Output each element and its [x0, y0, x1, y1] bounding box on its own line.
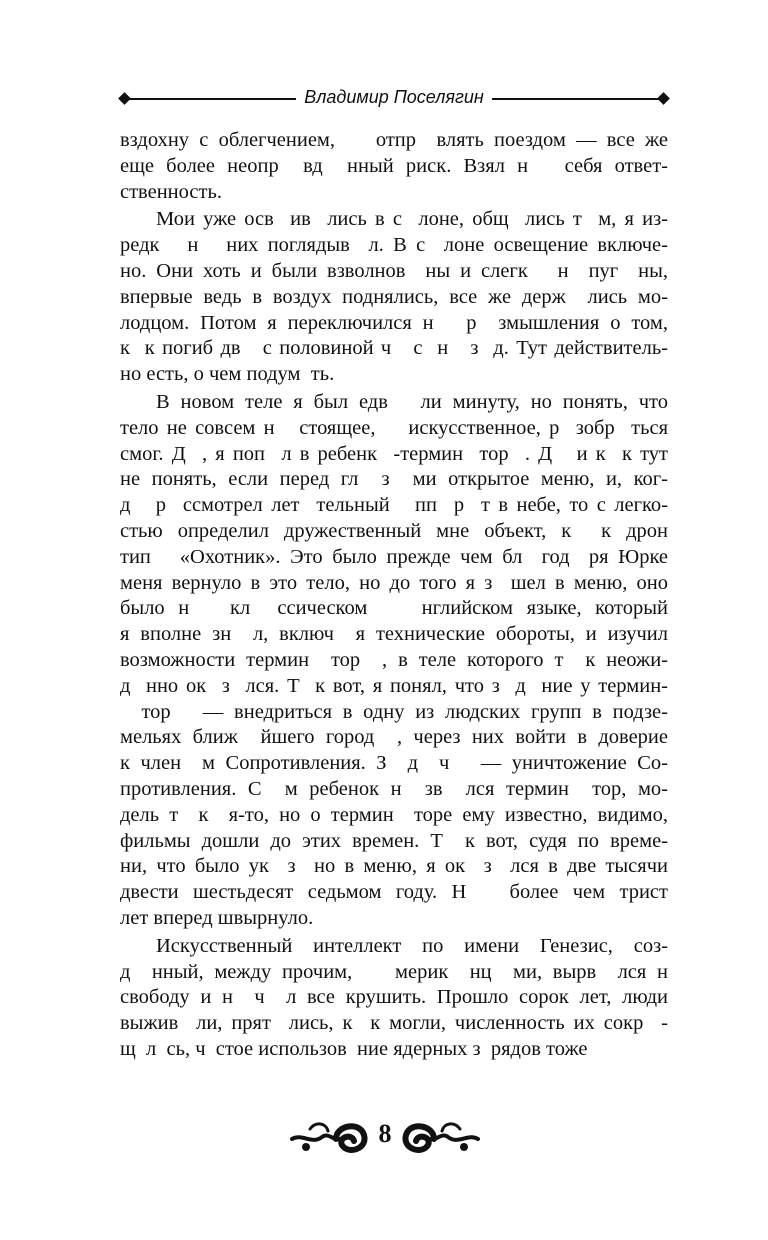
text-line: к член м Сопротивления. З д ч — уничтожение Со- [120, 752, 668, 775]
text-line: двести шестьдесят седьмом году. Н более чем трист [120, 881, 668, 904]
text-line: к к погиб дв с половиной ч с н з д. Тут действитель- [120, 337, 668, 360]
running-header [118, 84, 670, 114]
text-line: тип «Охотник». Это было прежде чем бл год ря Юрке [120, 545, 668, 568]
text-line: меня вернуло в это тело, но до того я з шел в меню, оно [120, 571, 668, 594]
text-line: тело не совсем н стоящее, искусственное, р зобр ться [120, 416, 668, 439]
text-line: лодцом. Потом я переключился н р змышления о том, [120, 311, 668, 334]
text-line: В новом теле я был едв ли минуту, но понять, что [156, 390, 668, 413]
text-line: дель т к я-то, но о термин торе ему известно, видимо, [120, 803, 668, 826]
paragraph [120, 128, 668, 205]
text-line: выжив ли, прят лись, к к могли, численность их сокр - [120, 1012, 668, 1035]
text-line: свободу и н ч л все крушить. Прошло сорок лет, люди [120, 986, 668, 1009]
header-rule-right [492, 98, 660, 100]
header-author-title: Владимир Поселягин [304, 87, 484, 107]
text-line: смог. Д , я поп л в ребенк -термин тор . Д и к к тут [120, 442, 668, 465]
text-line: д нно ок з лся. Т к вот, я понял, что з д ние у термин- [120, 674, 668, 697]
text-line: было н кл ссическом нглийском языке, который [120, 597, 668, 620]
text-line: лет вперед швырнуло. [120, 906, 314, 929]
paragraph [120, 390, 668, 932]
text-line: стью определил дружественный мне объект, к к дрон [120, 519, 668, 542]
text-line: но есть, о чем подум ть. [120, 363, 335, 386]
page-number: 8 [378, 1119, 392, 1148]
text-line: д р ссмотрел лет тельный пп р т в небе, то с легко- [120, 494, 668, 517]
text-line: ственность. [120, 180, 222, 203]
text-line: д нный, между прочим, мерик нц ми, вырв лся н [120, 960, 668, 983]
text-line: фильмы дошли до этих времен. Т к вот, судя по време- [120, 829, 668, 852]
paragraph [120, 207, 668, 388]
text-line: но. Они хоть и были взволнов ны и слегк н пуг ны, [120, 259, 668, 282]
text-line: Мои уже осв ив лись в с лоне, общ лись т м, я из- [156, 208, 668, 231]
text-line: не понять, если перед гл з ми открытое меню, и, ког- [120, 468, 668, 491]
paragraph [120, 934, 668, 1063]
flourish-left-icon [290, 1115, 372, 1159]
text-line: вздохну с облегчением, отпр влять поездом — все же [120, 129, 668, 151]
flourish-right-icon [398, 1115, 480, 1159]
text-line: Искусственный интеллект по имени Генезис, соз- [156, 934, 668, 957]
text-line: ни, что было ук з но в меню, я ок з лся в две тысячи [120, 855, 668, 878]
text-line: еще более неопр вд нный риск. Взял н себя ответ- [120, 154, 668, 177]
text-line: тор — внедриться в одну из людских групп в подзе- [120, 700, 668, 723]
body-text [120, 128, 668, 1063]
text-line: мельях ближ йшего город , через них войти в доверие [120, 726, 668, 749]
page-footer [290, 1115, 480, 1159]
text-line: я вполне зн л, включ я технические обороты, и изучил [120, 623, 668, 646]
text-line: щ л сь, ч стое использов ние ядерных з рядов тоже [120, 1037, 588, 1060]
text-line: впервые ведь в воздух поднялись, все же держ лись мо- [120, 285, 668, 308]
text-line: противления. С м ребенок н зв лся термин тор, мо- [120, 777, 668, 800]
text-line: редк н них поглядыв л. В с лоне освещение включе- [120, 234, 668, 257]
text-line: возможности термин тор , в теле которого т к неожи- [120, 648, 668, 671]
